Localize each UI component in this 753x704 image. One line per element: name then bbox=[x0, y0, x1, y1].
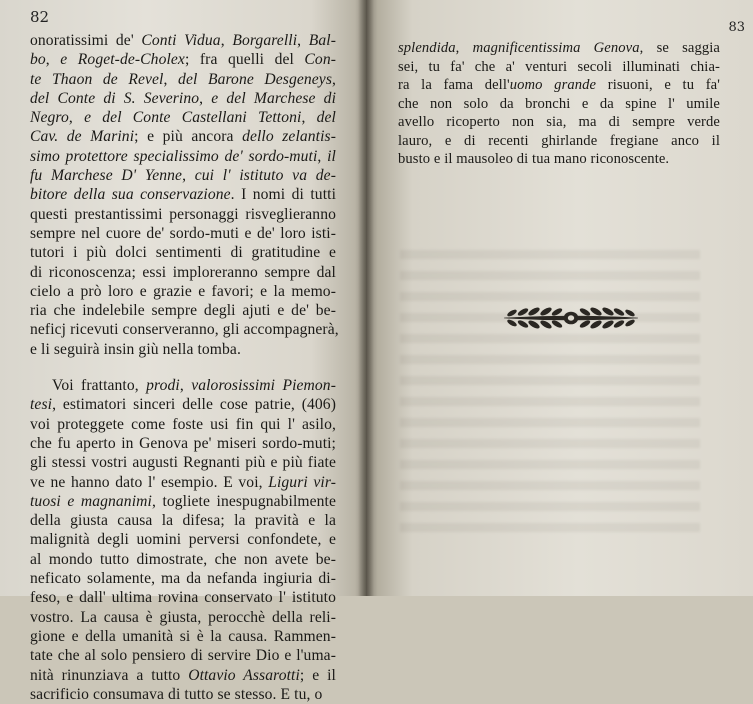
text-segment: , bbox=[220, 32, 233, 49]
text-segment: vostro. La causa è giusta, perocchè della reli- bbox=[30, 608, 336, 626]
text-segment: , se saggia bbox=[639, 40, 720, 56]
text-segment: ; e il bbox=[299, 666, 336, 684]
text-line bbox=[30, 301, 336, 320]
italic-segment: Ottavio Assarotti bbox=[188, 666, 300, 684]
text-line bbox=[30, 340, 336, 359]
text-line bbox=[398, 76, 720, 95]
text-line bbox=[398, 95, 720, 114]
italic-segment: Borgarelli bbox=[232, 32, 298, 49]
text-segment: avello ricoperto non sia, ma di sempre verde bbox=[398, 114, 720, 130]
text-segment: voi proteggete come foste usi fin qui l' asilo, bbox=[30, 415, 336, 433]
text-line bbox=[30, 108, 336, 127]
text-line bbox=[30, 185, 336, 204]
text-segment: , bbox=[317, 147, 328, 165]
text-segment: onoratissimi de' bbox=[30, 32, 142, 49]
text-segment: neficj ricevuti conserveranno, gli accompagnerà, bbox=[30, 321, 339, 339]
text-line bbox=[30, 282, 336, 301]
italic-segment: tesi bbox=[30, 396, 53, 414]
italic-segment: bo bbox=[30, 51, 46, 69]
text-segment: , bbox=[301, 109, 317, 127]
text-segment: risuoni, e tu fa' bbox=[596, 77, 720, 93]
text-segment: gione e della umanità si è la causa. Rammen- bbox=[30, 627, 336, 645]
text-segment: gli stessi vostri augusti Regnanti più e più fiate bbox=[30, 454, 336, 472]
text-line bbox=[30, 492, 336, 511]
italic-segment: del bbox=[316, 109, 336, 127]
italic-segment: Con- bbox=[304, 51, 337, 69]
italic-segment: uomo grande bbox=[509, 77, 597, 93]
right-page bbox=[366, 0, 753, 596]
italic-segment: Liguri vir- bbox=[268, 473, 336, 491]
text-line bbox=[30, 588, 336, 607]
text-line bbox=[30, 205, 336, 224]
text-segment: questi prestantissimi personaggi risveglieranno bbox=[30, 205, 336, 223]
page-number-right: 83 bbox=[728, 20, 745, 35]
text-segment: , bbox=[199, 89, 212, 107]
text-line bbox=[30, 434, 336, 453]
text-line bbox=[398, 150, 720, 169]
text-segment: , bbox=[297, 32, 309, 49]
text-line bbox=[30, 395, 336, 414]
text-line bbox=[30, 224, 336, 243]
italic-segment: valorosissimi Piemon- bbox=[191, 377, 336, 395]
text-line bbox=[30, 70, 336, 89]
italic-segment: e del Conte Castellani Tettoni bbox=[84, 109, 302, 127]
text-segment: che non solo da bronchi e da spine l' umile bbox=[398, 95, 720, 112]
text-segment: e li seguirà insin giù nella tomba. bbox=[30, 340, 241, 358]
italic-segment: e Roget-de-Cholex bbox=[60, 51, 185, 69]
text-segment: tate che al solo pensiero di servire Dio e l'uma- bbox=[30, 647, 336, 665]
italic-segment: fu Marchese D' Yenne bbox=[30, 167, 183, 185]
italic-segment: e del Marchese di bbox=[211, 89, 337, 107]
italic-segment: bitore della sua conservazione bbox=[30, 186, 231, 204]
text-segment: della giusta causa la difesa; la pravità e la bbox=[30, 512, 336, 530]
text-segment: sei, tu fa' che a' venturi secoli illuminati chia- bbox=[398, 58, 720, 75]
text-line bbox=[30, 453, 336, 472]
text-line bbox=[30, 376, 336, 395]
text-segment: sempre nel cuore de' sordo-muti e de' loro isti- bbox=[30, 224, 336, 242]
text-line bbox=[398, 113, 720, 132]
text-segment: , bbox=[182, 167, 195, 185]
text-segment: busto e il mausoleo di tua mano riconoscente. bbox=[398, 151, 670, 167]
text-line bbox=[30, 166, 336, 185]
text-segment: , togliete inespugnabilmente bbox=[151, 492, 336, 510]
text-segment: malignità degli uomini perversi confondete, e bbox=[30, 531, 336, 549]
text-line bbox=[398, 58, 720, 77]
left-page bbox=[0, 0, 366, 703]
text-line bbox=[30, 415, 336, 434]
text-line bbox=[30, 530, 336, 549]
text-segment: , bbox=[455, 40, 473, 56]
text-segment: , bbox=[163, 70, 179, 88]
text-segment: , bbox=[45, 51, 61, 69]
italic-segment: Negro bbox=[30, 109, 69, 127]
italic-segment: il bbox=[327, 147, 336, 165]
text-line bbox=[30, 243, 336, 262]
italic-segment: te Thaon de Revel bbox=[30, 70, 164, 88]
italic-segment: tuosi e magnanimi bbox=[30, 492, 152, 510]
text-segment: Voi frattanto, bbox=[52, 377, 147, 395]
text-line bbox=[30, 646, 336, 665]
text-line bbox=[30, 608, 336, 627]
italic-segment: magnificentissima Genova bbox=[472, 40, 640, 56]
text-line bbox=[30, 685, 336, 704]
text-line bbox=[30, 666, 336, 685]
text-line bbox=[30, 147, 336, 166]
text-segment: che fu aperto in Genova pe' miseri sordo-muti; bbox=[30, 434, 336, 452]
show-through-shadow bbox=[400, 250, 700, 540]
text-line bbox=[30, 31, 336, 50]
text-segment: cielo a prò loro e grazie e favori; e la memo- bbox=[30, 282, 336, 300]
text-segment: . I nomi di tutti bbox=[230, 186, 336, 204]
text-segment: ve ne hanno dato l' esempio. E voi, bbox=[30, 473, 269, 491]
italic-segment: Cav. de Marini bbox=[30, 128, 135, 146]
text-line bbox=[398, 39, 720, 58]
text-line bbox=[30, 263, 336, 282]
italic-segment: splendida bbox=[398, 40, 456, 56]
text-line bbox=[30, 50, 336, 69]
left-page-text bbox=[30, 31, 339, 704]
book-gutter-shadow bbox=[358, 0, 374, 596]
text-segment: , bbox=[332, 70, 336, 88]
text-line bbox=[30, 550, 336, 569]
text-segment: neficato solamente, ma da nefanda ingiuria di- bbox=[30, 570, 336, 588]
text-segment: feso, e dall' ultima rovina conservato l' istituto bbox=[30, 589, 336, 607]
text-line bbox=[30, 89, 336, 108]
text-segment: ; fra quelli del bbox=[184, 51, 305, 69]
text-line bbox=[30, 127, 336, 146]
text-segment: , bbox=[179, 377, 192, 395]
text-line bbox=[30, 627, 336, 646]
italic-segment: Conti Vidua bbox=[141, 32, 221, 49]
text-segment: lauro, e di recenti ghirlande fregiane anco il bbox=[398, 132, 720, 149]
text-segment: nità rinunziava a tutto bbox=[30, 666, 189, 684]
text-segment: al mondo tutto dimostrate, che non avete be- bbox=[30, 550, 336, 568]
text-segment: di riconoscenza; essi imploreranno sempre dal bbox=[30, 263, 336, 281]
italic-segment: del Conte di S. Severino bbox=[30, 89, 200, 107]
text-line bbox=[30, 569, 336, 588]
text-segment: , bbox=[68, 109, 85, 127]
text-line bbox=[398, 132, 720, 151]
italic-segment: cui l' istituto va de- bbox=[194, 167, 336, 185]
italic-segment: del Barone Desgeneys bbox=[178, 70, 332, 88]
text-line bbox=[30, 473, 336, 492]
text-segment: ra la fama dell' bbox=[398, 77, 510, 93]
text-segment: ria che indelebile sempre degli ajuti e de' be- bbox=[30, 302, 336, 320]
text-segment: , estimatori sinceri delle cose patrie, (406) bbox=[52, 396, 336, 414]
text-line bbox=[30, 320, 339, 339]
laurel-ornament-icon bbox=[496, 303, 646, 333]
italic-segment: Bal- bbox=[308, 32, 336, 49]
text-segment: ; e più ancora bbox=[134, 128, 243, 146]
text-line bbox=[30, 511, 336, 530]
right-page-text bbox=[398, 39, 720, 169]
italic-segment: dello zelantis- bbox=[242, 128, 337, 146]
italic-segment: simo protettore specialissimo de' sordo-muti bbox=[30, 147, 318, 165]
page-number-left: 82 bbox=[30, 8, 50, 26]
italic-segment: prodi bbox=[146, 377, 180, 395]
text-segment: sacrificio consumava di tutto se stesso. E tu, o bbox=[30, 685, 323, 703]
text-segment: tutori i più dolci sentimenti di gratitudine e bbox=[30, 244, 336, 262]
